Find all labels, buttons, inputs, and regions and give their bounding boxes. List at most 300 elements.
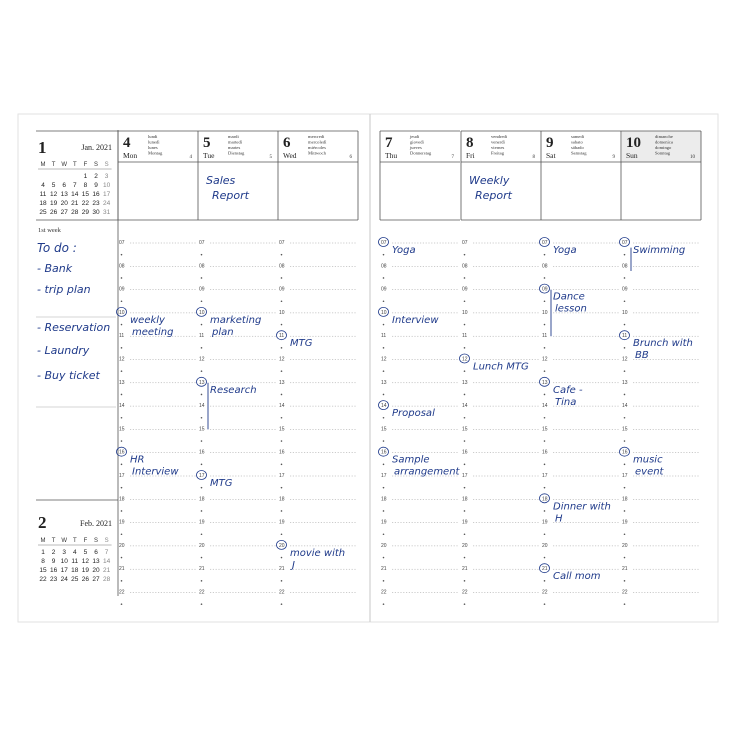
half-hour-dot — [281, 300, 283, 302]
hour-label: 17 — [279, 473, 285, 479]
half-hour-dot — [383, 417, 385, 419]
half-hour-dot — [383, 277, 385, 279]
half-hour-dot — [201, 557, 203, 559]
mini-cal-day: 6 — [62, 182, 67, 189]
hour-label: 08 — [279, 263, 285, 270]
hour-label: 22 — [199, 589, 205, 596]
hand-note: HR Interview — [130, 454, 179, 478]
half-hour-dot — [383, 464, 385, 466]
half-hour-dot — [464, 254, 466, 256]
half-hour-dot — [544, 347, 546, 349]
mini-cal-day: 6 — [94, 549, 98, 556]
hour-label: 07 — [462, 240, 468, 246]
day-abbr: Wed — [283, 151, 297, 160]
half-hour-dot — [383, 324, 385, 326]
note-todo-heading: To do : — [37, 241, 77, 255]
hour-label: 18 — [462, 496, 468, 503]
half-hour-dot — [544, 324, 546, 326]
mini-cal-weekday: S — [104, 538, 109, 544]
mini-cal-day: 10 — [60, 558, 68, 565]
day-abbr: Thu — [385, 151, 398, 160]
day-name-lang: viernes — [491, 145, 505, 150]
hour-label: 19 — [119, 519, 125, 526]
mini-cal-day: 23 — [92, 200, 100, 207]
hour-label: 13 — [622, 379, 628, 386]
mini-cal-weekday: W — [61, 538, 68, 544]
month2-number: 2 — [38, 513, 47, 532]
mini-cal-day: 22 — [81, 200, 90, 207]
hour-label: 17 — [381, 473, 387, 479]
week-label: 1st week — [38, 227, 61, 234]
hour-label: 15 — [462, 426, 468, 433]
hour-label: 14 — [462, 403, 468, 410]
hour-label: 07 — [199, 240, 205, 246]
half-hour-dot — [624, 254, 626, 256]
month1-number: 1 — [38, 138, 47, 157]
hour-label: 20 — [381, 542, 387, 549]
hour-label: 10 — [622, 309, 628, 316]
hour-label: 08 — [199, 263, 205, 270]
half-hour-dot — [624, 557, 626, 559]
mini-cal-day: 11 — [39, 191, 47, 198]
half-hour-dot — [464, 440, 466, 442]
mini-cal-day: 3 — [62, 549, 67, 556]
day-top-note: Sales Report — [206, 174, 249, 202]
day-date: 9 — [546, 135, 554, 151]
half-hour-dot — [464, 533, 466, 535]
half-hour-dot — [121, 347, 123, 349]
half-hour-dot — [383, 440, 385, 442]
hand-note: Yoga — [392, 245, 416, 256]
half-hour-dot — [121, 370, 123, 372]
day-name-lang: jeudi — [410, 134, 420, 139]
half-hour-dot — [201, 603, 203, 605]
mini-cal-day: 24 — [102, 200, 111, 207]
mini-cal-day: 25 — [71, 576, 79, 583]
half-hour-dot — [544, 394, 546, 396]
hour-label: 13 — [462, 379, 468, 386]
hour-label: 21 — [622, 566, 628, 573]
hand-note: Brunch with BB — [633, 338, 693, 362]
half-hour-dot — [464, 487, 466, 489]
hour-label: 18 — [279, 496, 285, 503]
hour-label: 12 — [119, 356, 125, 363]
mini-cal-day: 28 — [71, 209, 79, 216]
mini-cal-day: 8 — [41, 558, 45, 565]
mini-cal-weekday: M — [40, 162, 46, 168]
mini-cal-day: 12 — [81, 558, 90, 565]
mini-cal-day: 10 — [102, 182, 111, 189]
half-hour-dot — [281, 603, 283, 605]
day-name-lang: lunedì — [148, 139, 160, 145]
hour-label: 16 — [119, 449, 125, 456]
hour-label: 13 — [381, 379, 387, 386]
hour-label: 11 — [199, 333, 205, 340]
hour-label: 13 — [119, 379, 125, 386]
mini-cal-day: 22 — [39, 576, 47, 583]
hour-label: 17 — [622, 473, 628, 479]
hour-label: 14 — [622, 403, 628, 410]
half-hour-dot — [624, 394, 626, 396]
mini-cal-day: 7 — [104, 549, 109, 556]
hour-label: 21 — [119, 566, 125, 573]
day-date: 7 — [385, 135, 393, 151]
half-hour-dot — [121, 533, 123, 535]
hour-label: 11 — [462, 333, 468, 340]
hand-note: Sample arrangement — [392, 454, 460, 478]
half-hour-dot — [544, 254, 546, 256]
half-hour-dot — [201, 533, 203, 535]
hour-label: 17 — [119, 473, 125, 479]
half-hour-dot — [544, 580, 546, 582]
hour-label: 12 — [622, 356, 628, 363]
half-hour-dot — [201, 370, 203, 372]
hour-label: 09 — [119, 286, 125, 293]
hour-label: 07 — [119, 240, 125, 246]
half-hour-dot — [383, 487, 385, 489]
note-laundry: - Laundry — [37, 344, 90, 357]
hour-label: 16 — [542, 449, 548, 456]
half-hour-dot — [201, 440, 203, 442]
month2-label: Feb. 2021 — [80, 519, 112, 528]
day-name-lang: martes — [228, 145, 241, 150]
hour-label: 15 — [622, 426, 628, 433]
hour-label: 08 — [542, 263, 548, 270]
hour-label: 08 — [381, 263, 387, 270]
mini-cal-day: 28 — [102, 576, 111, 583]
mini-cal-day: 24 — [60, 576, 68, 583]
half-hour-dot — [121, 580, 123, 582]
hour-label: 12 — [381, 356, 387, 363]
mini-cal-day: 26 — [81, 576, 90, 583]
half-hour-dot — [121, 510, 123, 512]
hand-note: Cafe -Tina — [553, 384, 583, 408]
hour-label: 14 — [542, 403, 548, 410]
mini-cal-day: 18 — [39, 200, 47, 207]
day-date: 10 — [626, 135, 641, 151]
day-name-lang: dimanche — [655, 134, 673, 139]
day-name-lang: Donnerstag — [410, 150, 432, 156]
hour-label: 07 — [381, 240, 387, 246]
hour-label: 10 — [279, 309, 285, 316]
hand-note: Dance lesson — [553, 291, 587, 315]
hour-label: 17 — [542, 473, 548, 479]
mini-cal-day: 15 — [39, 567, 47, 574]
hour-label: 07 — [279, 240, 285, 246]
half-hour-dot — [464, 464, 466, 466]
mini-cal-day: 27 — [92, 576, 100, 583]
hour-label: 19 — [199, 519, 205, 526]
mini-cal-weekday: T — [51, 162, 56, 168]
mini-cal-day: 1 — [41, 549, 45, 556]
hour-label: 22 — [119, 589, 125, 596]
half-hour-dot — [624, 603, 626, 605]
half-hour-dot — [544, 510, 546, 512]
day-small-num: 8 — [532, 155, 535, 160]
mini-cal-day: 15 — [81, 191, 90, 198]
hour-label: 09 — [622, 286, 628, 293]
mini-cal-weekday: S — [104, 162, 109, 168]
mini-cal-day: 21 — [102, 567, 111, 574]
hour-label: 17 — [462, 473, 468, 479]
half-hour-dot — [121, 394, 123, 396]
mini-cal-weekday: W — [61, 162, 68, 168]
half-hour-dot — [624, 464, 626, 466]
half-hour-dot — [121, 300, 123, 302]
day-name-lang: domingo — [655, 145, 672, 150]
day-small-num: 4 — [189, 155, 192, 160]
hour-label: 22 — [279, 589, 285, 596]
hour-label: 16 — [622, 449, 628, 456]
note-reservation: - Reservation — [37, 321, 111, 334]
mini-cal-weekday: S — [93, 162, 99, 168]
half-hour-dot — [624, 417, 626, 419]
hour-label: 22 — [622, 589, 628, 596]
hour-label: 21 — [462, 566, 468, 573]
half-hour-dot — [464, 510, 466, 512]
day-name-lang: sábado — [571, 145, 584, 150]
half-hour-dot — [121, 557, 123, 559]
hour-label: 08 — [462, 263, 468, 270]
hand-note: Call mom — [553, 571, 601, 583]
hour-label: 20 — [279, 542, 285, 549]
day-abbr: Mon — [123, 151, 138, 160]
day-name-lang: mercredi — [308, 134, 325, 139]
day-name-lang: martedì — [228, 139, 243, 145]
hour-label: 21 — [381, 566, 387, 573]
hour-label: 10 — [462, 309, 468, 316]
hour-label: 07 — [542, 240, 548, 246]
half-hour-dot — [464, 324, 466, 326]
hand-note: MTG — [210, 478, 233, 489]
note-trip-plan: - trip plan — [37, 283, 91, 296]
half-hour-dot — [464, 580, 466, 582]
half-hour-dot — [464, 300, 466, 302]
hour-label: 18 — [119, 496, 125, 503]
hour-label: 22 — [381, 589, 387, 596]
hour-label: 11 — [119, 333, 125, 340]
mini-cal-day: 3 — [104, 173, 109, 180]
mini-cal-day: 5 — [51, 182, 56, 189]
hour-label: 10 — [542, 309, 548, 316]
day-small-num: 10 — [690, 155, 695, 160]
half-hour-dot — [624, 277, 626, 279]
mini-cal-day: 30 — [92, 209, 100, 216]
mini-cal-day: 19 — [81, 567, 90, 574]
hour-label: 13 — [279, 379, 285, 386]
hour-label: 21 — [199, 566, 205, 573]
day-abbr: Sun — [626, 151, 638, 160]
hour-label: 21 — [279, 566, 285, 573]
half-hour-dot — [544, 370, 546, 372]
day-name-lang: Montag — [148, 150, 163, 156]
half-hour-dot — [281, 394, 283, 396]
day-abbr: Fri — [466, 151, 475, 160]
hour-label: 09 — [542, 286, 548, 293]
hour-label: 15 — [542, 426, 548, 433]
half-hour-dot — [281, 464, 283, 466]
half-hour-dot — [383, 254, 385, 256]
half-hour-dot — [121, 324, 123, 326]
half-hour-dot — [383, 347, 385, 349]
mini-cal-day: 27 — [60, 209, 68, 216]
day-name-lang: venerdì — [491, 139, 505, 145]
day-name-lang: mercoledì — [308, 139, 327, 145]
day-name-lang: mardi — [228, 134, 239, 139]
hand-note: Lunch MTG — [473, 361, 529, 373]
hour-label: 20 — [462, 542, 468, 549]
mini-cal-weekday: T — [72, 538, 77, 544]
hour-label: 09 — [462, 286, 468, 293]
hour-label: 12 — [462, 356, 468, 363]
hour-label: 14 — [381, 403, 387, 410]
hour-label: 20 — [199, 542, 205, 549]
hand-note: Research — [210, 384, 257, 396]
half-hour-dot — [544, 300, 546, 302]
hour-label: 13 — [542, 379, 548, 386]
hour-label: 14 — [119, 403, 125, 410]
mini-cal-day: 14 — [71, 191, 79, 198]
hand-note: marketing plan — [210, 314, 262, 338]
half-hour-dot — [544, 440, 546, 442]
mini-cal-day: 7 — [72, 182, 77, 189]
mini-cal-day: 18 — [71, 567, 79, 574]
hour-label: 19 — [279, 519, 285, 526]
half-hour-dot — [281, 324, 283, 326]
half-hour-dot — [544, 464, 546, 466]
half-hour-dot — [121, 277, 123, 279]
hour-label: 15 — [199, 426, 205, 433]
half-hour-dot — [121, 603, 123, 605]
mini-cal-day: 13 — [60, 191, 68, 198]
day-name-lang: lundi — [148, 134, 158, 139]
day-name-lang: Samstag — [571, 150, 587, 156]
half-hour-dot — [383, 580, 385, 582]
half-hour-dot — [281, 557, 283, 559]
mini-cal-weekday: F — [83, 162, 88, 168]
hour-label: 09 — [199, 286, 205, 293]
mini-cal-day: 20 — [92, 567, 100, 574]
hour-label: 09 — [381, 286, 387, 293]
hour-label: 18 — [199, 496, 205, 503]
hour-label: 15 — [279, 426, 285, 433]
hour-label: 09 — [279, 286, 285, 293]
mini-cal-day: 9 — [51, 558, 56, 565]
mini-cal-day: 12 — [49, 191, 58, 198]
half-hour-dot — [624, 440, 626, 442]
half-hour-dot — [624, 324, 626, 326]
day-date: 4 — [123, 135, 131, 151]
mini-cal-day: 14 — [102, 558, 111, 565]
hand-note: Dinner with H — [553, 501, 611, 525]
mini-cal-weekday: T — [72, 162, 77, 168]
hour-label: 14 — [279, 403, 285, 410]
half-hour-dot — [201, 394, 203, 396]
hand-note: Interview — [392, 314, 439, 326]
day-name-lang: Mittwoch — [308, 150, 326, 156]
half-hour-dot — [544, 417, 546, 419]
mini-cal-day: 2 — [94, 173, 98, 180]
mini-cal-day: 31 — [102, 209, 111, 216]
mini-cal-weekday: M — [40, 538, 46, 544]
day-small-num: 9 — [612, 155, 615, 160]
day-date: 6 — [283, 135, 291, 151]
half-hour-dot — [201, 254, 203, 256]
hour-label: 17 — [199, 473, 205, 479]
half-hour-dot — [544, 487, 546, 489]
mini-cal-day: 2 — [51, 549, 56, 556]
half-hour-dot — [464, 347, 466, 349]
mini-cal-day: 25 — [39, 209, 47, 216]
half-hour-dot — [544, 603, 546, 605]
half-hour-dot — [544, 557, 546, 559]
mini-cal-day: 13 — [92, 558, 100, 565]
mini-cal-day: 29 — [81, 209, 90, 216]
hour-label: 22 — [462, 589, 468, 596]
mini-cal-day: 23 — [49, 576, 58, 583]
half-hour-dot — [201, 464, 203, 466]
hour-label: 16 — [381, 449, 387, 456]
mini-cal-day: 4 — [72, 549, 77, 556]
day-abbr: Tue — [203, 151, 215, 160]
half-hour-dot — [281, 533, 283, 535]
hour-label: 10 — [381, 309, 387, 316]
half-hour-dot — [281, 580, 283, 582]
half-hour-dot — [121, 487, 123, 489]
half-hour-dot — [624, 300, 626, 302]
half-hour-dot — [383, 370, 385, 372]
hour-label: 22 — [542, 589, 548, 596]
half-hour-dot — [121, 440, 123, 442]
half-hour-dot — [281, 277, 283, 279]
hour-label: 20 — [622, 542, 628, 549]
half-hour-dot — [201, 510, 203, 512]
hour-label: 19 — [622, 519, 628, 526]
hand-note: music event — [633, 454, 664, 478]
half-hour-dot — [121, 254, 123, 256]
mini-cal-weekday: S — [93, 538, 99, 544]
hour-label: 07 — [622, 240, 628, 246]
hour-label: 14 — [199, 403, 205, 410]
hour-label: 20 — [542, 542, 548, 549]
half-hour-dot — [281, 370, 283, 372]
half-hour-dot — [383, 603, 385, 605]
mini-cal-day: 8 — [83, 182, 88, 189]
hour-label: 18 — [381, 496, 387, 503]
half-hour-dot — [464, 557, 466, 559]
hand-note: movie with J — [290, 547, 346, 571]
hour-label: 12 — [542, 356, 548, 363]
mini-cal-day: 9 — [94, 182, 98, 189]
hand-note: Yoga — [553, 245, 577, 256]
day-name-lang: domenica — [655, 139, 673, 145]
mini-cal-day: 17 — [60, 567, 68, 574]
half-hour-dot — [383, 510, 385, 512]
day-name-lang: vendredi — [491, 134, 508, 139]
half-hour-dot — [201, 277, 203, 279]
hour-label: 12 — [279, 356, 285, 363]
hour-label: 15 — [381, 426, 387, 433]
day-name-lang: Dienstag — [228, 150, 245, 156]
half-hour-dot — [624, 347, 626, 349]
mini-cal-weekday: T — [51, 538, 56, 544]
half-hour-dot — [201, 580, 203, 582]
hour-label: 18 — [542, 496, 548, 503]
hand-note: weekly meeting — [130, 314, 174, 338]
day-date: 5 — [203, 135, 211, 151]
half-hour-dot — [624, 580, 626, 582]
day-name-lang: giovedì — [410, 139, 424, 145]
